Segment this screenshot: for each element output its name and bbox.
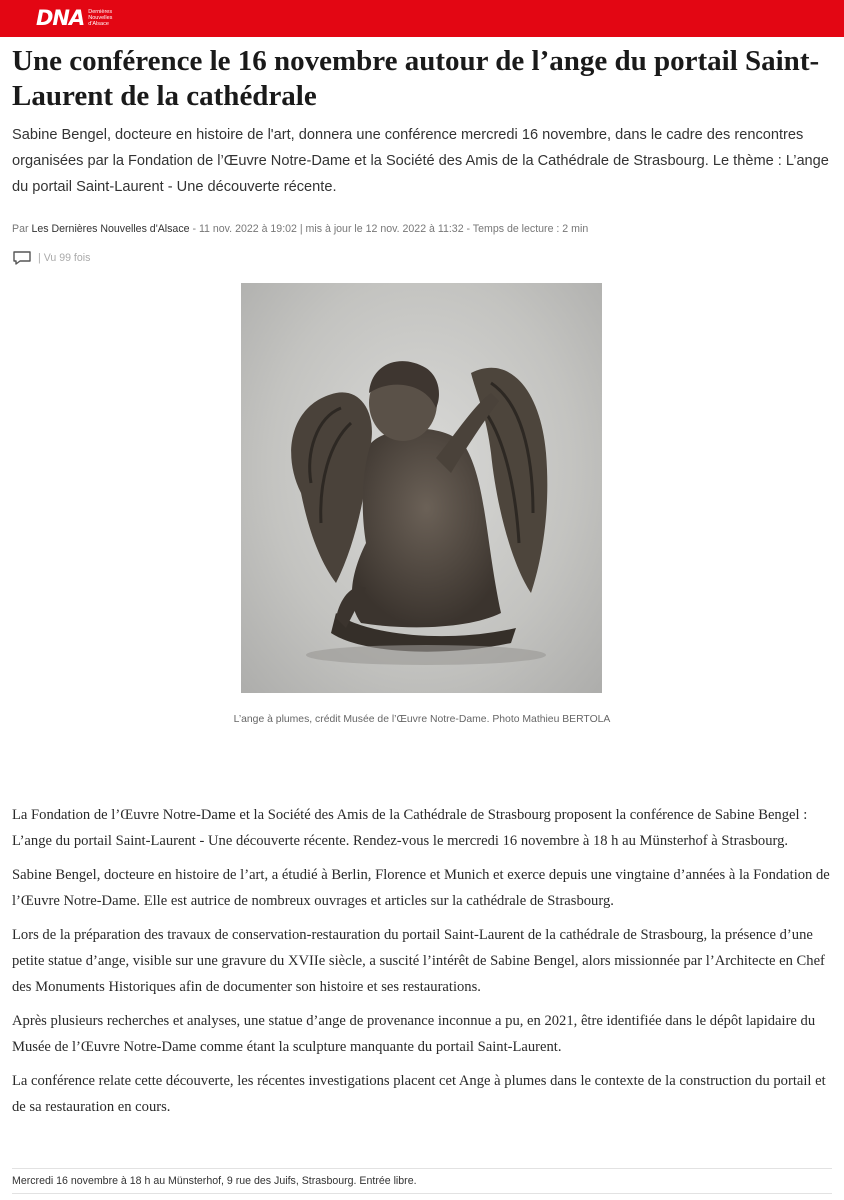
logo-text: DNA — [36, 6, 85, 30]
view-counter — [12, 250, 90, 266]
image-caption: L’ange à plumes, crédit Musée de l’Œuvre Notre-Dame. Photo Mathieu BERTOLA — [233, 714, 611, 725]
byline — [12, 221, 832, 237]
logo-subtitle: Dernières Nouvelles d'Alsace — [88, 9, 113, 27]
article-body — [12, 802, 834, 1128]
body-paragraph: Après plusieurs recherches et analyses, une statue d’ange de provenance inconnue a pu, en 2021, être identifiée dans le dépôt lapidaire du Musée de l’Œuvre Notre-Dame comme étant la sculpture manquante du portail Saint-Laurent. — [12, 1013, 816, 1055]
views-count: | Vu 99 fois — [38, 252, 91, 264]
angel-sculpture-image — [241, 283, 602, 693]
site-logo[interactable] — [36, 6, 120, 30]
event-info-box: Mercredi 16 novembre à 18 h au Münsterhof, 9 rue des Juifs, Strasbourg. Entrée libre. — [12, 1168, 832, 1194]
byline-meta: - 11 nov. 2022 à 19:02 | mis à jour le 12 nov. 2022 à 11:32 - Temps de lecture : 2 min — [189, 223, 589, 235]
author-link[interactable]: Les Dernières Nouvelles d'Alsace — [31, 223, 190, 235]
body-paragraph: Lors de la préparation des travaux de conservation-restauration du portail Saint-Laurent de la cathédrale de Strasbourg, la présence d’une petite statue d’ange, visible sur une gravure du XVIIe siècle, a suscité l’intérêt de Sabine Bengel, alors missionnée par l’Architecte en Chef des Monuments Historiques afin de documenter son histoire et ses restaurations. — [12, 927, 825, 995]
body-paragraph: Sabine Bengel, docteure en histoire de l’art, a étudié à Berlin, Florence et Munich et exerce depuis une vingtaine d’années à la Fondation de l’Œuvre Notre-Dame. Elle est autrice de nombreux ouvrages et articles sur la cathédrale de Strasbourg. — [12, 867, 830, 909]
article-title: Une conférence le 16 novembre autour de l’ange du portail Saint-Laurent de la cathédrale — [12, 45, 820, 112]
article-lead: Sabine Bengel, docteure en histoire de l'art, donnera une conférence mercredi 16 novembre, dans le cadre des rencontres organisées par la Fondation de l’Œuvre Notre-Dame et la Société des Amis de la Cathédrale de Strasbourg. Le thème : L’ange du portail Saint-Laurent - Une découverte récente. — [12, 127, 829, 195]
top-bar — [0, 0, 844, 37]
article-image[interactable] — [241, 283, 602, 693]
byline-prefix: Par — [12, 223, 29, 235]
body-paragraph: La conférence relate cette découverte, les récentes investigations placent cet Ange à plumes dans le contexte de la construction du portail et de sa restauration en cours. — [12, 1073, 826, 1115]
comment-icon[interactable] — [12, 250, 32, 266]
body-paragraph: La Fondation de l’Œuvre Notre-Dame et la Société des Amis de la Cathédrale de Strasbourg proposent la conférence de Sabine Bengel : L’ange du portail Saint-Laurent - Une découverte récente. Rendez-vous le mercredi 16 novembre à 18 h au Münsterhof à Strasbourg. — [12, 807, 808, 849]
